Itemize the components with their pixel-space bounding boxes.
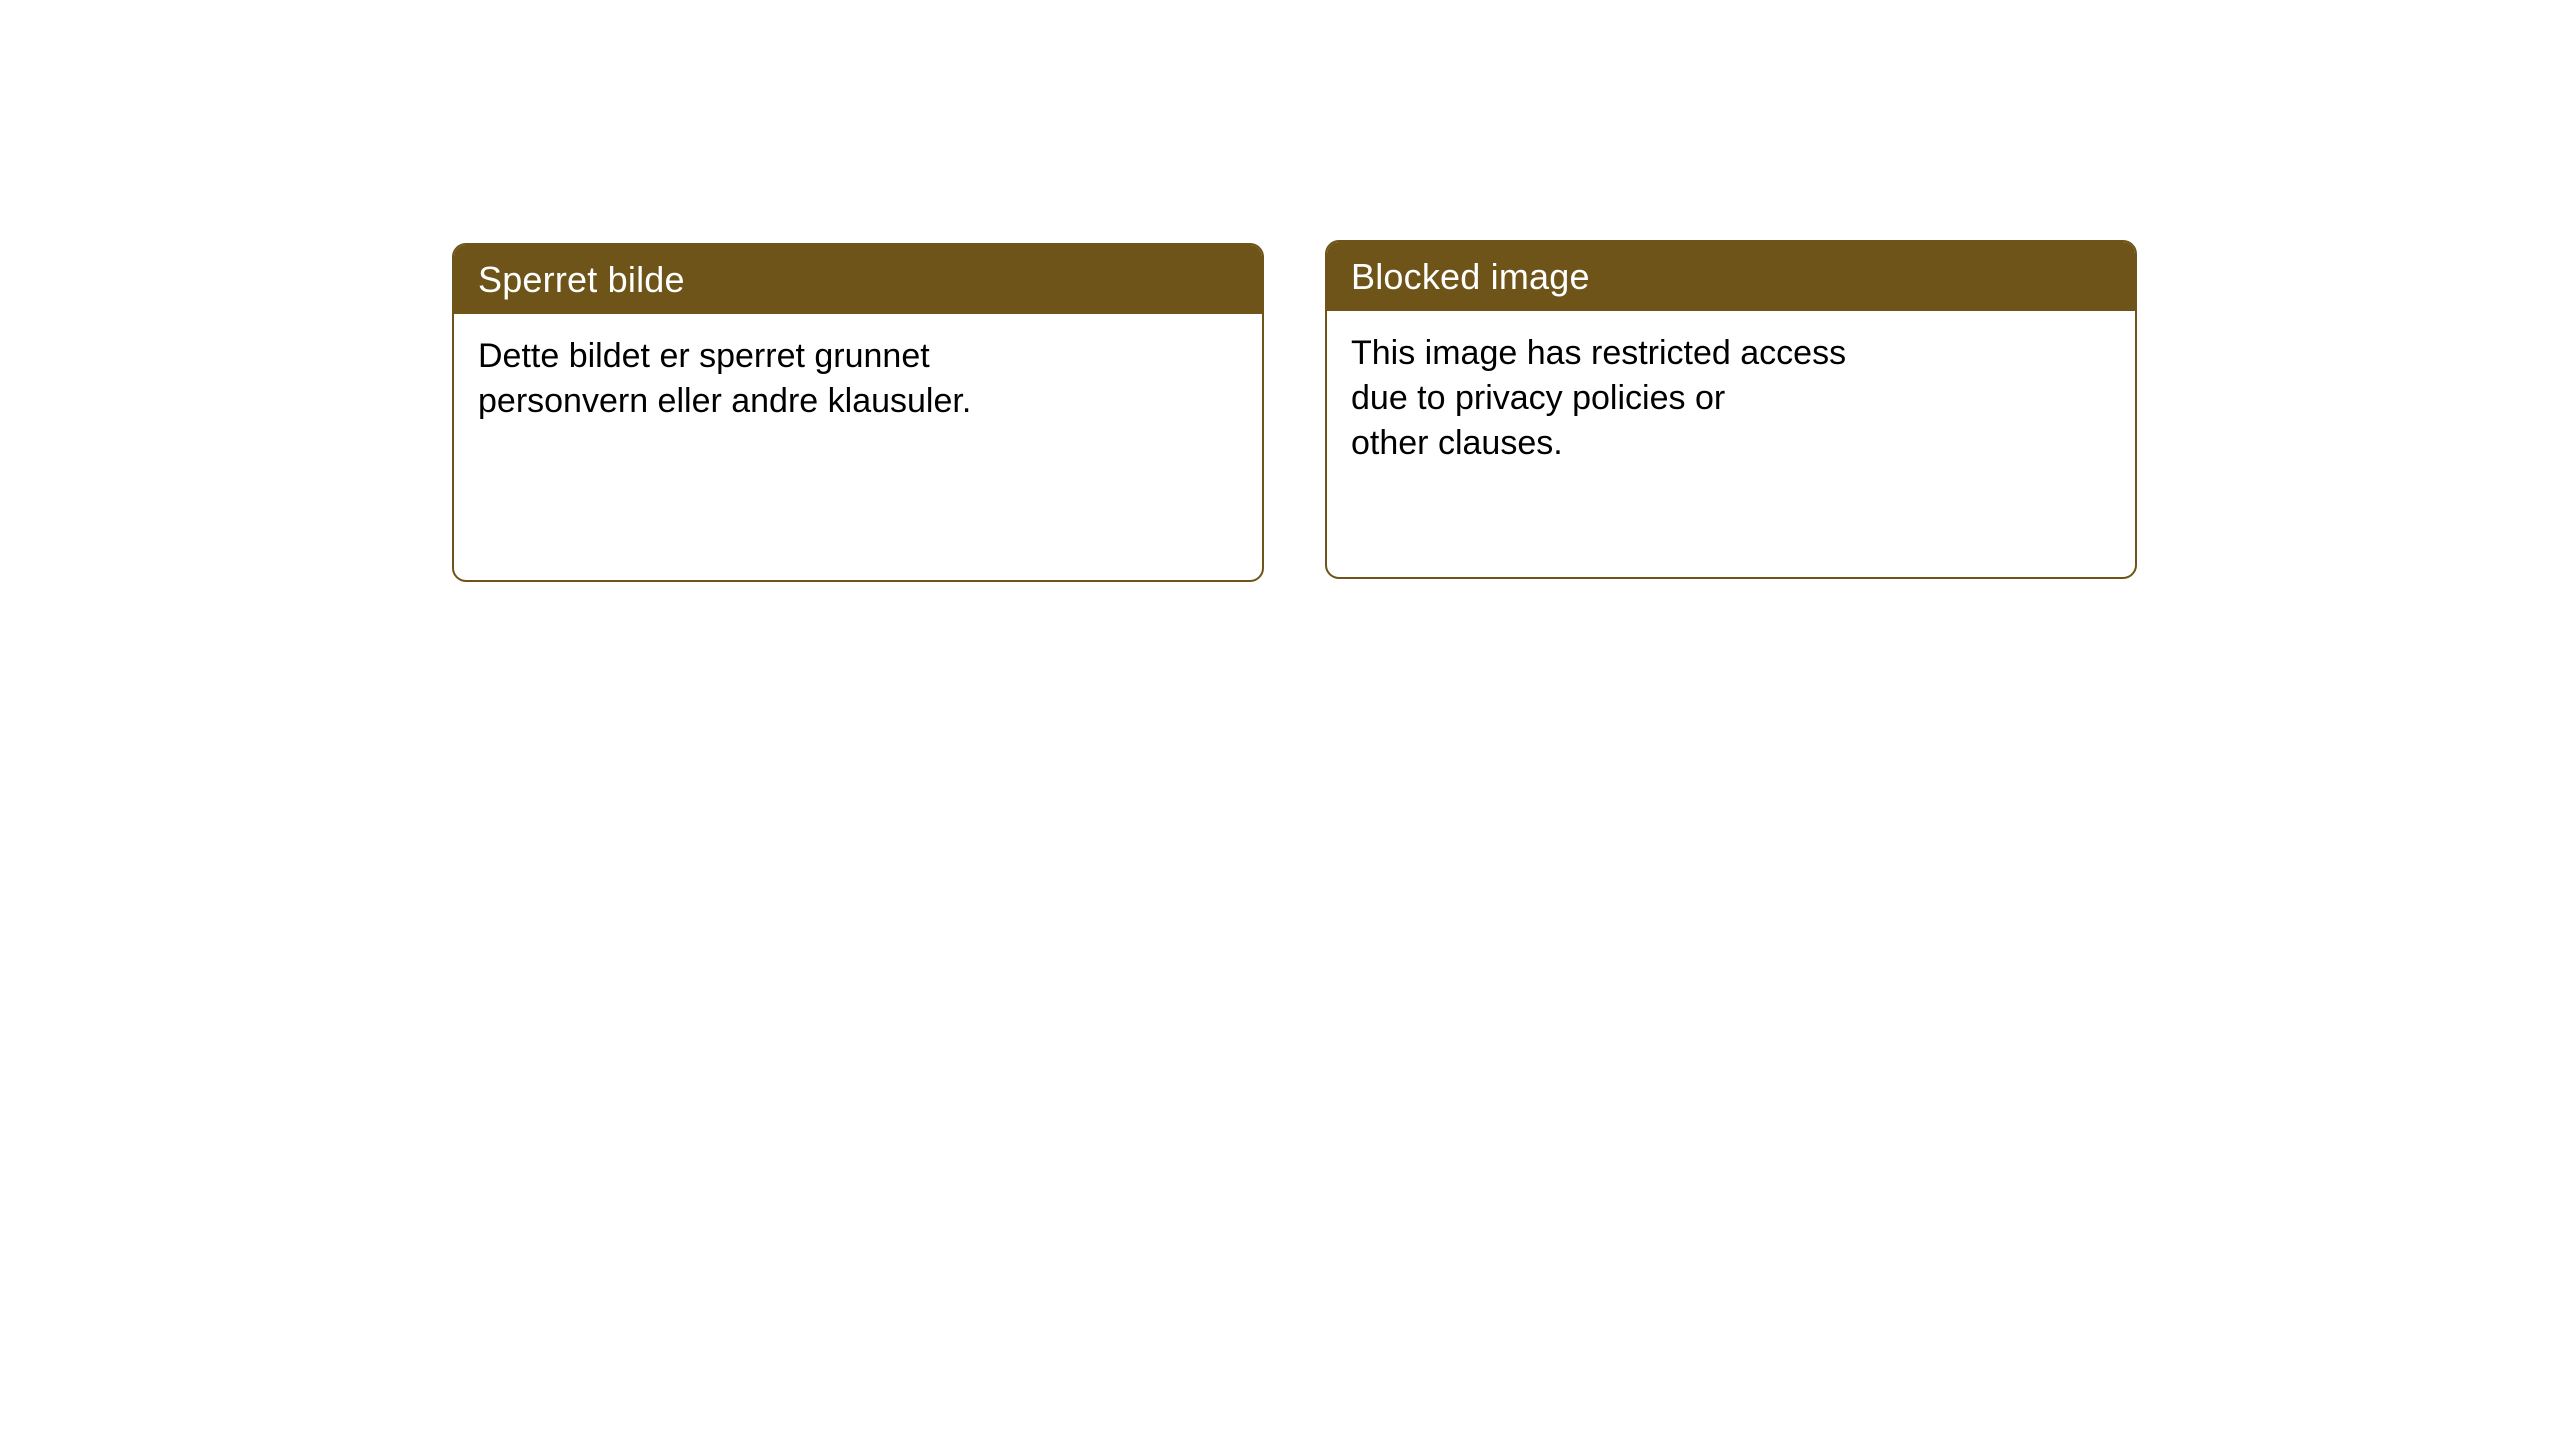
panel-message-line: This image has restricted access <box>1351 334 1847 372</box>
panel-body-en <box>1327 311 2135 466</box>
panel-message-line: Dette bildet er sperret grunnet <box>478 337 930 375</box>
blocked-image-notice-no <box>452 243 1264 582</box>
panel-message-line: other clauses. <box>1351 423 1563 462</box>
panel-message-line: personvern eller andre klausuler. <box>478 381 972 420</box>
panel-title-no: Sperret bilde <box>454 245 1262 314</box>
panel-body-no <box>454 314 1262 424</box>
panel-title-en: Blocked image <box>1327 242 2135 311</box>
panel-message-line: due to privacy policies or <box>1351 378 1726 417</box>
blocked-image-notice-en <box>1325 240 2137 579</box>
